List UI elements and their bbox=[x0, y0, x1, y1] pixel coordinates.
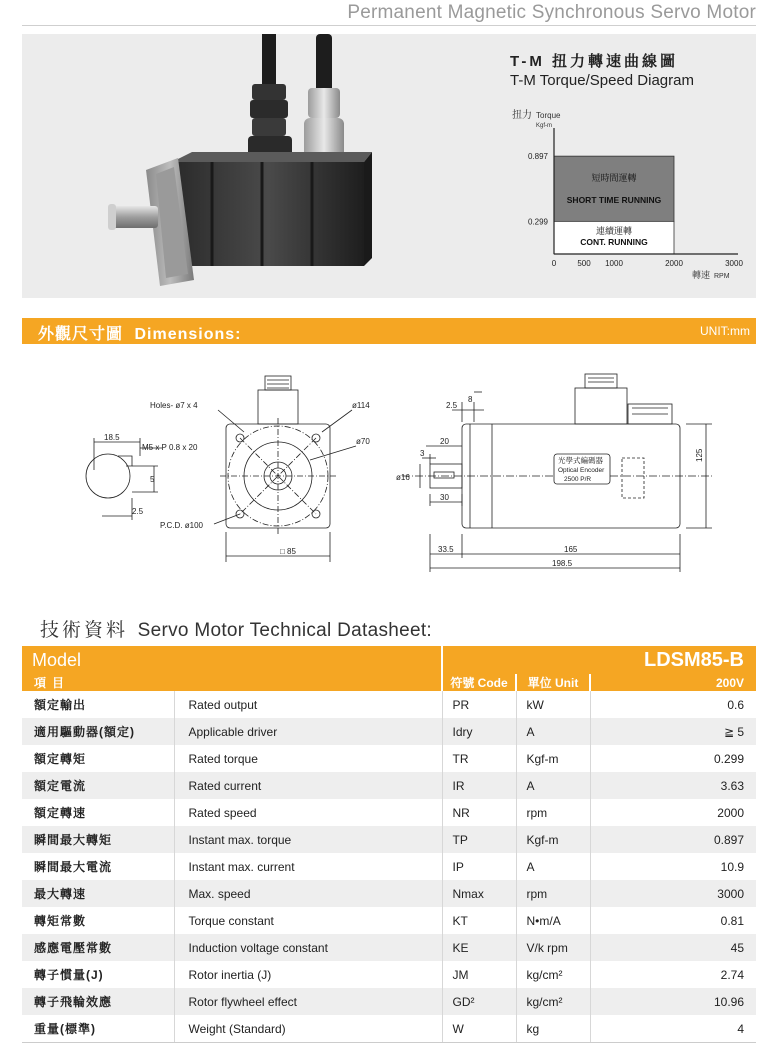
dim-key5: 5 bbox=[150, 475, 155, 484]
row-code: NR bbox=[442, 799, 516, 826]
row-unit: rpm bbox=[516, 799, 590, 826]
row-name-en: Rated speed bbox=[174, 799, 442, 826]
row-name-cn: 最大轉速 bbox=[22, 880, 174, 907]
row-value: 0.299 bbox=[590, 745, 756, 772]
row-unit: A bbox=[516, 853, 590, 880]
dim-key185: 18.5 bbox=[104, 433, 120, 442]
tm-diagram-title-cn: T-M 扭力轉速曲線圖 bbox=[510, 53, 678, 70]
dim-s8: 8 bbox=[468, 395, 473, 404]
region-0 bbox=[554, 156, 674, 221]
dimensions-drawing bbox=[22, 344, 756, 592]
row-value: 4 bbox=[590, 1015, 756, 1042]
row-name-en: Rated torque bbox=[174, 745, 442, 772]
dim-pcd: P.C.D. ø100 bbox=[160, 521, 203, 530]
row-unit: kg/cm² bbox=[516, 988, 590, 1015]
table-row bbox=[22, 1015, 756, 1042]
row-unit: V/k rpm bbox=[516, 934, 590, 961]
y-axis-unit: Kgf-m bbox=[536, 123, 553, 129]
dimensions-header-bar bbox=[22, 318, 756, 344]
region-label-cn-1: 連續運轉 bbox=[595, 226, 633, 237]
header-item: 項目 bbox=[22, 674, 442, 691]
header-voltage: 200V bbox=[590, 674, 756, 691]
dim-encoder-res: 2500 P/R bbox=[564, 476, 592, 483]
row-value: 10.9 bbox=[590, 853, 756, 880]
row-code: KE bbox=[442, 934, 516, 961]
dim-s335: 33.5 bbox=[438, 545, 454, 554]
x-tick-label-3: 2000 bbox=[665, 259, 683, 268]
table-row bbox=[22, 880, 756, 907]
model-label: Model bbox=[22, 646, 442, 674]
dim-s1985: 198.5 bbox=[552, 559, 573, 568]
row-unit: Kgf-m bbox=[516, 826, 590, 853]
row-value: 0.6 bbox=[590, 691, 756, 718]
row-unit: rpm bbox=[516, 880, 590, 907]
product-panel bbox=[22, 34, 756, 298]
row-code: JM bbox=[442, 961, 516, 988]
row-name-cn: 重量(標準) bbox=[22, 1015, 174, 1042]
row-name-cn: 瞬間最大電流 bbox=[22, 853, 174, 880]
row-value: 45 bbox=[590, 934, 756, 961]
dim-s30: 30 bbox=[440, 493, 449, 502]
row-name-cn: 額定電流 bbox=[22, 772, 174, 799]
torque-speed-chart bbox=[492, 104, 752, 289]
row-code: IR bbox=[442, 772, 516, 799]
row-name-cn: 額定輸出 bbox=[22, 691, 174, 718]
dim-holes: Holes- ø7 x 4 bbox=[150, 401, 198, 410]
x-axis-unit: RPM bbox=[714, 273, 730, 280]
dimensions-title-en: Dimensions: bbox=[134, 326, 242, 343]
table-row bbox=[22, 853, 756, 880]
row-value: 0.81 bbox=[590, 907, 756, 934]
y-axis-label-en: Torque bbox=[536, 111, 561, 120]
row-value: 2000 bbox=[590, 799, 756, 826]
header-unit: 單位 Unit bbox=[516, 674, 590, 691]
row-code: KT bbox=[442, 907, 516, 934]
dim-key25: 2.5 bbox=[132, 507, 144, 516]
row-code: Idry bbox=[442, 718, 516, 745]
table-header-row bbox=[22, 674, 756, 691]
row-code: TR bbox=[442, 745, 516, 772]
y-tick-label-1: 0.299 bbox=[527, 217, 548, 227]
y-axis-label-cn: 扭力 bbox=[512, 110, 532, 121]
row-name-en: Rated current bbox=[174, 772, 442, 799]
dimensions-drawing-panel bbox=[22, 344, 756, 592]
region-label-en-0: SHORT TIME RUNNING bbox=[566, 195, 662, 206]
row-name-cn: 轉矩常數 bbox=[22, 907, 174, 934]
x-tick-label-2: 1000 bbox=[605, 259, 623, 268]
region-label-en-1: CONT. RUNNING bbox=[580, 236, 648, 247]
header-rule bbox=[22, 25, 756, 26]
row-value: ≧ 5 bbox=[590, 718, 756, 745]
motor-photo bbox=[102, 34, 402, 298]
dim-s165: 165 bbox=[564, 545, 578, 554]
dim-h125: 125 bbox=[695, 448, 704, 462]
datasheet-title-en: Servo Motor Technical Datasheet: bbox=[137, 620, 433, 641]
row-name-en: Instant max. current bbox=[174, 853, 442, 880]
row-unit: A bbox=[516, 718, 590, 745]
table-row bbox=[22, 691, 756, 718]
table-row bbox=[22, 988, 756, 1015]
table-row bbox=[22, 718, 756, 745]
page-title: Permanent Magnetic Synchronous Servo Motor bbox=[347, 2, 756, 23]
row-unit: N•m/A bbox=[516, 907, 590, 934]
row-name-cn: 額定轉矩 bbox=[22, 745, 174, 772]
model-value: LDSM85-B bbox=[442, 646, 756, 674]
row-value: 3.63 bbox=[590, 772, 756, 799]
row-unit: kg/cm² bbox=[516, 961, 590, 988]
dimensions-title-cn: 外觀尺寸圖 bbox=[38, 326, 124, 343]
dim-s20: 20 bbox=[440, 437, 449, 446]
x-tick-label-1: 500 bbox=[577, 259, 591, 268]
row-name-cn: 瞬間最大轉矩 bbox=[22, 826, 174, 853]
row-name-en: Rated output bbox=[174, 691, 442, 718]
unit-label: UNIT:mm bbox=[700, 324, 750, 338]
region-label-cn-0: 短時間運轉 bbox=[591, 173, 637, 184]
spec-table bbox=[22, 646, 756, 1042]
table-row bbox=[22, 799, 756, 826]
row-name-cn: 轉子飛輪效應 bbox=[22, 988, 174, 1015]
dim-encoder-en: Optical Encoder bbox=[558, 467, 605, 474]
row-code: W bbox=[442, 1015, 516, 1042]
x-tick-label-4: 3000 bbox=[725, 259, 743, 268]
dim-d114: ø114 bbox=[352, 401, 370, 410]
row-unit: A bbox=[516, 772, 590, 799]
y-tick-label-0: 0.897 bbox=[527, 152, 548, 162]
row-code: GD² bbox=[442, 988, 516, 1015]
row-code: Nmax bbox=[442, 880, 516, 907]
dim-s25: 2.5 bbox=[446, 401, 458, 410]
row-name-cn: 感應電壓常數 bbox=[22, 934, 174, 961]
row-name-en: Applicable driver bbox=[174, 718, 442, 745]
table-row bbox=[22, 934, 756, 961]
table-row bbox=[22, 772, 756, 799]
header-code: 符號 Code bbox=[442, 674, 516, 691]
row-code: PR bbox=[442, 691, 516, 718]
x-tick-label-0: 0 bbox=[551, 259, 557, 268]
dim-d16: ø16 bbox=[396, 473, 410, 482]
table-row bbox=[22, 961, 756, 988]
row-value: 10.96 bbox=[590, 988, 756, 1015]
page-header bbox=[0, 0, 780, 28]
dim-sq85: □ 85 bbox=[280, 547, 296, 556]
tm-diagram-title-en: T-M Torque/Speed Diagram bbox=[510, 72, 694, 89]
row-value: 0.897 bbox=[590, 826, 756, 853]
row-code: TP bbox=[442, 826, 516, 853]
datasheet-title-cn: 技術資料 bbox=[40, 620, 129, 641]
row-unit: kW bbox=[516, 691, 590, 718]
table-row bbox=[22, 745, 756, 772]
dim-m5: M5 x P 0.8 x 20 bbox=[142, 443, 198, 452]
row-name-en: Induction voltage constant bbox=[174, 934, 442, 961]
row-code: IP bbox=[442, 853, 516, 880]
row-name-en: Rotor flywheel effect bbox=[174, 988, 442, 1015]
row-name-en: Weight (Standard) bbox=[174, 1015, 442, 1042]
model-row bbox=[22, 646, 756, 674]
table-row bbox=[22, 826, 756, 853]
row-name-en: Rotor inertia (J) bbox=[174, 961, 442, 988]
dim-d70: ø70 bbox=[356, 437, 370, 446]
row-value: 2.74 bbox=[590, 961, 756, 988]
row-name-cn: 額定轉速 bbox=[22, 799, 174, 826]
row-name-cn: 適用驅動器(額定) bbox=[22, 718, 174, 745]
dim-s3: 3 bbox=[420, 449, 425, 458]
table-row bbox=[22, 907, 756, 934]
dim-encoder-cn: 光學式編碼器 bbox=[558, 456, 603, 465]
row-unit: Kgf-m bbox=[516, 745, 590, 772]
row-name-en: Torque constant bbox=[174, 907, 442, 934]
row-name-cn: 轉子慣量(J) bbox=[22, 961, 174, 988]
datasheet-title bbox=[40, 615, 432, 642]
row-name-en: Instant max. torque bbox=[174, 826, 442, 853]
dimensions-title bbox=[38, 321, 241, 344]
cable-right bbox=[316, 34, 332, 92]
row-value: 3000 bbox=[590, 880, 756, 907]
row-unit: kg bbox=[516, 1015, 590, 1042]
bottom-rule bbox=[22, 1042, 756, 1043]
x-axis-label-cn: 轉速 bbox=[692, 271, 711, 281]
row-name-en: Max. speed bbox=[174, 880, 442, 907]
